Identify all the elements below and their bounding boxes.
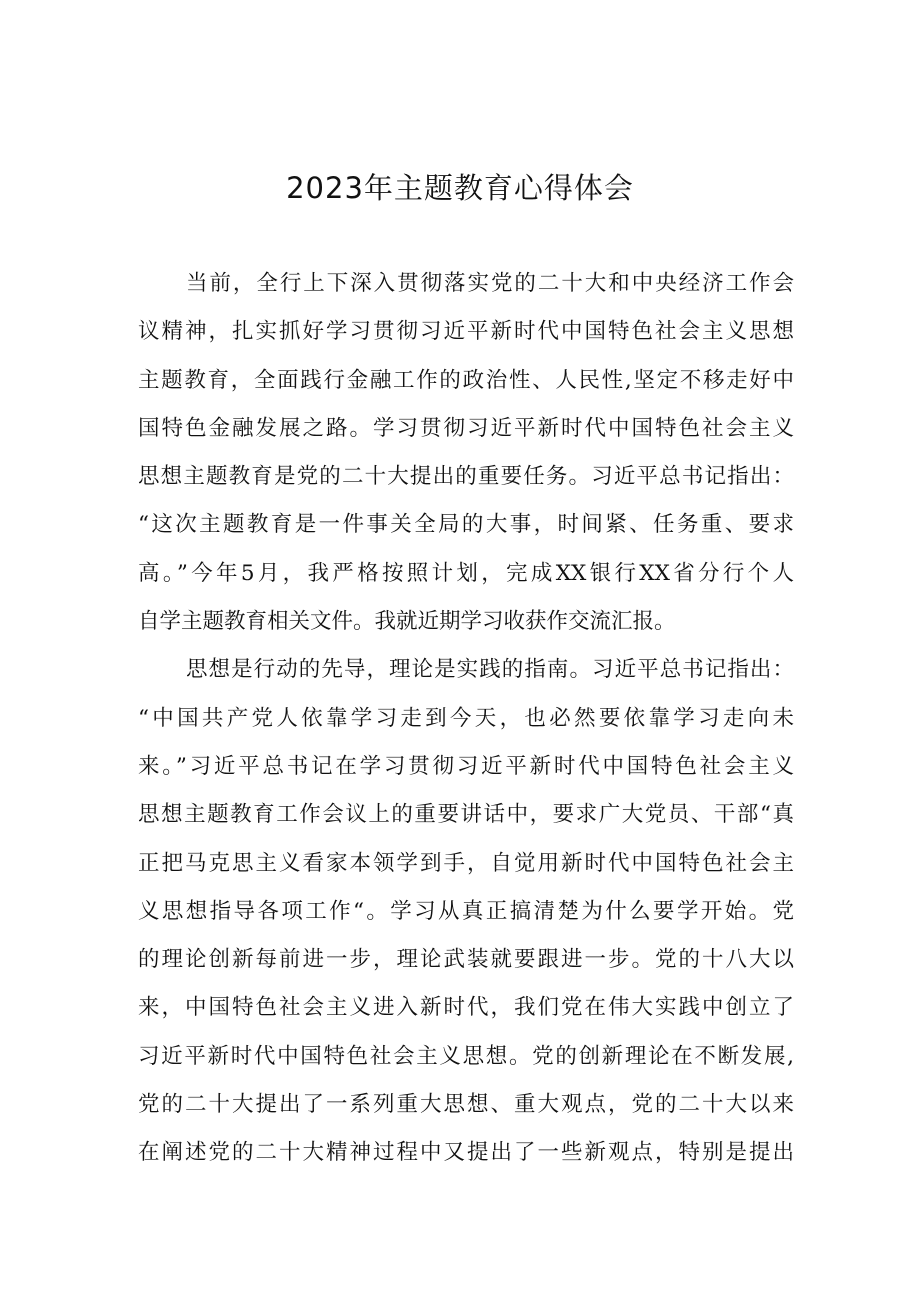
paragraph-line: 思想主题教育工作会议上的重要讲话中，要求广大党员、干部“真 (138, 802, 794, 828)
paragraph-line: 来，中国特色社会主义进入新时代，我们党在伟大实践中创立了 (138, 995, 794, 1021)
paragraph-line: 高。”今年5月，我严格按照计划，完成XX银行XX省分行个人 (138, 560, 794, 586)
paragraph-line: 的理论创新每前进一步，理论武装就要跟进一步。党的十八大以 (138, 947, 794, 973)
document-title: 2023年主题教育心得体会 (286, 171, 634, 205)
paragraph-line: 习近平新时代中国特色社会主义思想。党的创新理论在不断发展, (138, 1043, 794, 1069)
paragraph-line: 思想主题教育是党的二十大提出的重要任务。习近平总书记指出： (138, 464, 794, 490)
paragraph-2 (138, 646, 794, 1177)
paragraph-line: 思想是行动的先导，理论是实践的指南。习近平总书记指出： (186, 657, 794, 683)
document-body (138, 260, 794, 1178)
paragraph-line: 在阐述党的二十大精神过程中又提出了一些新观点，特别是提出 (138, 1140, 794, 1166)
paragraph-line: 当前，全行上下深入贯彻落实党的二十大和中央经济工作会 (186, 271, 794, 296)
paragraph-line: 正把马克思主义看家本领学到手，自觉用新时代中国特色社会主 (138, 850, 794, 876)
paragraph-line: 义思想指导各项工作“。学习从真正搞清楚为什么要学开始。党 (138, 898, 794, 924)
paragraph-line: 国特色金融发展之路。学习贯彻习近平新时代中国特色社会主义 (138, 415, 794, 441)
paragraph-line: 议精神，扎实抓好学习贯彻习近平新时代中国特色社会主义思想 (138, 319, 794, 345)
paragraph-line: 自学主题教育相关文件。我就近期学习收获作交流汇报。 (138, 609, 676, 635)
paragraph-1 (138, 260, 794, 646)
paragraph-line: 主题教育，全面践行金融工作的政治性、人民性,坚定不移走好中 (138, 367, 794, 393)
paragraph-line: 党的二十大提出了一系列重大思想、重大观点，党的二十大以来 (138, 1092, 794, 1118)
paragraph-line: “中国共产党人依靠学习走到今天，也必然要依靠学习走向未 (138, 705, 794, 731)
paragraph-line: “这次主题教育是一件事关全局的大事，时间紧、任务重、要求 (138, 512, 794, 538)
paragraph-line: 来。”习近平总书记在学习贯彻习近平新时代中国特色社会主义 (138, 753, 794, 779)
